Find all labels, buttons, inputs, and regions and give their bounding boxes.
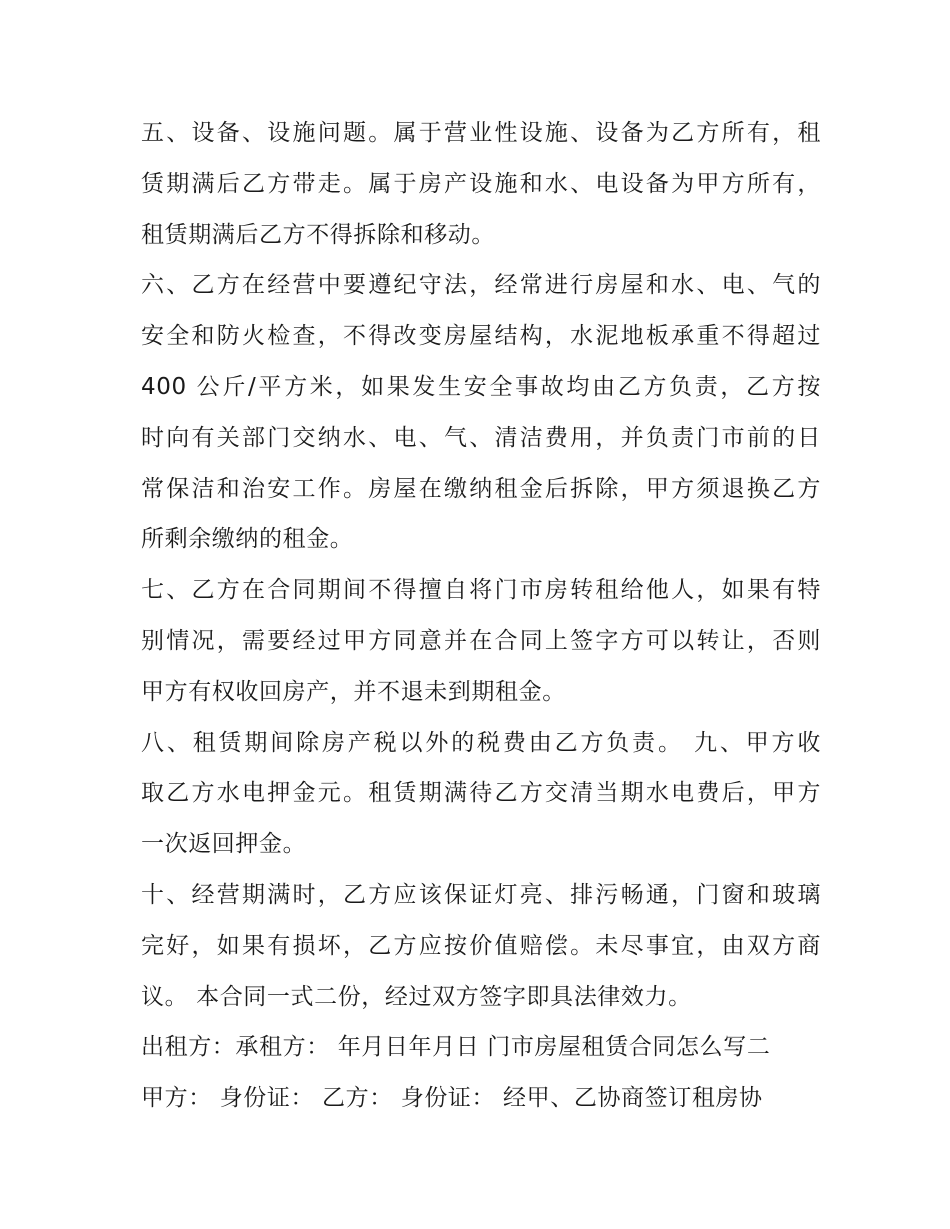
text-line: 完好，如果有损坏，乙方应按价值赔偿。未尽事宜，由双方商 [141, 932, 821, 959]
text-line: 出租方：承租方： 年月日年月日 门市房屋租赁合同怎么写二 [141, 1034, 771, 1061]
text-line: 议。 本合同一式二份，经过双方签字即具法律效力。 [141, 983, 692, 1010]
text-line: 八、租赁期间除房产税以外的税费由乙方负责。 九、甲方收 [141, 729, 821, 756]
text-line: 时向有关部门交纳水、电、气、清洁费用，并负责门市前的日 [141, 424, 821, 451]
text-line: 甲方有权收回房产，并不退未到期租金。 [141, 678, 566, 705]
text-line: 别情况，需要经过甲方同意并在合同上签字方可以转让，否则 [141, 627, 821, 654]
text-line: 租赁期满后乙方不得拆除和移动。 [141, 221, 495, 248]
text-line: 赁期满后乙方带走。属于房产设施和水、电设备为甲方所有， [141, 170, 821, 197]
text-line: 一次返回押金。 [141, 831, 307, 858]
text-line: 所剩余缴纳的租金。 [141, 526, 354, 553]
text-line: 安全和防火检查，不得改变房屋结构，水泥地板承重不得超过 [141, 323, 821, 350]
text-line: 常保洁和治安工作。房屋在缴纳租金后拆除，甲方须退换乙方 [141, 475, 821, 502]
text-line: 五、设备、设施问题。属于营业性设施、设备为乙方所有，租 [141, 120, 821, 146]
text-line: 取乙方水电押金元。租赁期满待乙方交清当期水电费后，甲方 [141, 780, 821, 807]
contract-text [141, 108, 821, 1124]
text-line: 七、乙方在合同期间不得擅自将门市房转租给他人，如果有特 [141, 577, 821, 604]
text-line: 六、乙方在经营中要遵纪守法，经常进行房屋和水、电、气的 [141, 272, 821, 299]
text-line: 400 公斤/平方米，如果发生安全事故均由乙方负责，乙方按 [141, 373, 821, 400]
text-line: 十、经营期满时，乙方应该保证灯亮、排污畅通，门窗和玻璃 [141, 881, 821, 908]
text-line: 甲方： 身份证： 乙方： 身份证： 经甲、乙协商签订租房协 [141, 1085, 763, 1112]
